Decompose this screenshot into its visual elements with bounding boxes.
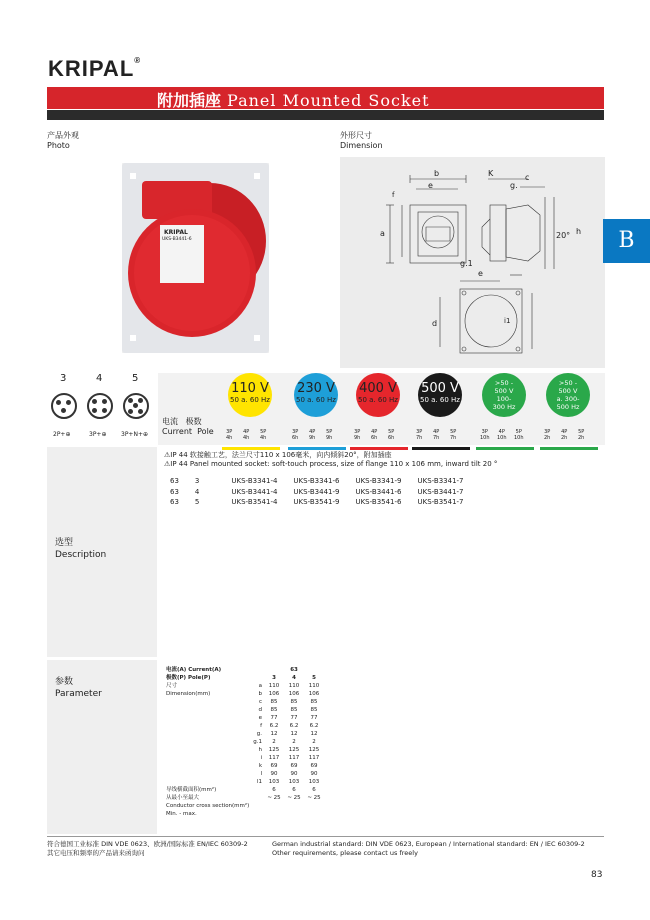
- parameter-cell: ~ 25: [307, 795, 321, 801]
- parameter-cell: 85: [270, 707, 278, 713]
- description-section: [47, 447, 604, 657]
- pole-hour-label: 3P 6h: [292, 429, 299, 441]
- socket-model: UKS-B3441-6: [162, 237, 192, 242]
- model-spec-cell: 3: [194, 477, 200, 485]
- parameter-cell: 77: [290, 715, 298, 721]
- page-number: 83: [591, 870, 603, 880]
- parameter-cell: k: [258, 763, 263, 769]
- pin-caption-4: 3P+⊕: [89, 431, 107, 438]
- parameter-row: [164, 722, 324, 730]
- parameter-cell: 6.2: [309, 723, 319, 729]
- parameter-cell: 尺寸: [166, 683, 178, 689]
- parameter-cell: c: [258, 699, 263, 705]
- parameter-cell: [251, 666, 264, 674]
- parameter-cell: a: [258, 683, 263, 689]
- parameter-cell: 110: [288, 683, 300, 689]
- parameter-cell: 117: [288, 755, 300, 761]
- parameter-cell: 12: [270, 731, 278, 737]
- model-row: [170, 477, 478, 486]
- model-number-cell: UKS-B3441-9: [293, 487, 340, 496]
- parameter-cell: 90: [290, 771, 298, 777]
- parameter-cell: [284, 810, 304, 818]
- parameter-cell: 103: [288, 779, 300, 785]
- parameter-cell: 106: [308, 691, 320, 697]
- parameter-cell: [251, 802, 264, 810]
- parameter-row: [164, 698, 324, 706]
- parameter-cell: 69: [290, 763, 298, 769]
- parameter-cell: 69: [270, 763, 278, 769]
- dimension-label: 外形尺寸 Dimension: [340, 131, 383, 150]
- parameter-row: [164, 738, 324, 746]
- parameter-cell: g.1: [253, 739, 263, 745]
- parameter-cell: ~ 25: [267, 795, 281, 801]
- parameter-cell: ~ 25: [287, 795, 301, 801]
- model-table: [168, 475, 480, 509]
- pole-hour-label: 3P 9h: [354, 429, 361, 441]
- voltage-badge-3: 500 V 50 a. 60 Hz: [418, 373, 462, 417]
- dim-k: K: [488, 169, 494, 178]
- parameter-row: [164, 762, 324, 770]
- model-spec-cell: 63: [170, 498, 179, 506]
- parameter-cell: [164, 754, 251, 762]
- parameter-cell: 极数(P) Pole(P): [166, 675, 211, 681]
- model-number-cell: UKS-B3541-9: [293, 498, 340, 506]
- parameter-cell: Min. - max.: [166, 811, 197, 817]
- parameter-cell: 12: [290, 731, 298, 737]
- parameter-row: [164, 682, 324, 690]
- description-label: 选型 Description: [55, 538, 107, 560]
- parameter-cell: 117: [308, 755, 320, 761]
- pin-count-5: 5: [132, 373, 139, 384]
- dimension-drawing: [340, 157, 605, 368]
- parameter-cell: [264, 810, 284, 818]
- pole-hour-label: 5P 9h: [326, 429, 333, 441]
- footer-left: 符合德国工业标准 DIN VDE 0623、欧洲/国际标准 EN/IEC 60309-2 其它电压和频率的产品请来函询问: [47, 840, 248, 857]
- pole-hour-label: 4P 2h: [561, 429, 568, 441]
- parameter-cell: 69: [310, 763, 318, 769]
- description-notes: ⚠IP 44 软接触工艺，法兰尺寸110 x 106毫米，向内倾斜20°，附加插座 ⚠IP 44 Panel mounted socket: soft-touch process, size of flange 110 x 106 mm, inward tilt 20 °: [164, 451, 498, 468]
- pin-diagram-5-icon: [123, 393, 149, 419]
- parameter-cell: l1: [256, 779, 263, 785]
- dim-h: h: [576, 227, 582, 236]
- photo-label: 产品外观 Photo: [47, 131, 79, 150]
- model-number-cell: UKS-B3441-4: [231, 487, 278, 496]
- pole-hour-label: 4P 10h: [497, 429, 507, 441]
- product-photo: [122, 163, 269, 353]
- parameter-cell: 125: [308, 747, 320, 753]
- voltage-badge-2: 400 V 50 a. 60 Hz: [356, 373, 400, 417]
- parameter-cell: g.: [256, 731, 263, 737]
- parameter-cell: i: [260, 755, 263, 761]
- parameter-cell: h: [258, 747, 263, 753]
- pole-hour-label: 5P 7h: [450, 429, 457, 441]
- parameter-cell: Conductor cross section(mm²): [166, 803, 250, 809]
- voltage-badge-5: >50 - 500 V a. 300- 500 Hz: [546, 373, 590, 417]
- model-number-cell: UKS-B3341-6: [293, 477, 340, 485]
- dim-g: g.: [510, 181, 518, 190]
- parameter-cell: 3: [272, 675, 276, 681]
- parameter-row: [164, 674, 324, 682]
- dim-f: f: [392, 191, 395, 199]
- model-spec-cell: 63: [170, 477, 179, 485]
- parameter-row: [164, 746, 324, 754]
- parameter-cell: 85: [290, 699, 298, 705]
- parameter-cell: 63: [290, 667, 298, 673]
- parameter-row: [164, 690, 324, 698]
- parameter-cell: 103: [308, 779, 320, 785]
- parameter-row: [164, 810, 324, 818]
- pole-hour-label: 3P 4h: [226, 429, 233, 441]
- parameter-cell: [164, 778, 251, 786]
- pole-hour-label: 4P 7h: [433, 429, 440, 441]
- current-pole-label: 电流 极数 Current Pole: [162, 417, 214, 436]
- title-bar: [47, 87, 604, 109]
- parameter-row: [164, 666, 324, 674]
- dim-d: d: [432, 319, 438, 328]
- parameter-cell: [251, 794, 264, 802]
- voltage-badge-1: 230 V 50 a. 60 Hz: [294, 373, 338, 417]
- model-row: [170, 498, 478, 507]
- model-number-cell: UKS-B3441-7: [417, 487, 464, 496]
- parameter-cell: 110: [308, 683, 320, 689]
- parameter-cell: [164, 714, 251, 722]
- parameter-cell: 导线横截面积(mm²): [166, 787, 217, 793]
- brand-logo: KRIPAL®: [48, 56, 142, 81]
- parameter-cell: 90: [270, 771, 278, 777]
- parameter-cell: [304, 802, 324, 810]
- parameter-cell: 2: [272, 739, 276, 745]
- parameter-cell: e: [258, 715, 263, 721]
- model-spec-cell: 4: [194, 487, 200, 496]
- model-spec-cell: 63: [170, 487, 179, 496]
- parameter-cell: 6.2: [289, 723, 299, 729]
- parameter-row: [164, 802, 324, 810]
- parameter-cell: [251, 786, 264, 794]
- parameter-cell: 77: [270, 715, 278, 721]
- model-number-cell: UKS-B3441-6: [355, 487, 402, 496]
- dim-b: b: [434, 169, 440, 178]
- parameter-row: [164, 778, 324, 786]
- parameter-cell: 103: [268, 779, 280, 785]
- footer-divider: [47, 836, 604, 837]
- parameter-cell: 6: [292, 787, 296, 793]
- pole-hour-label: 3P 10h: [480, 429, 490, 441]
- model-number-cell: UKS-B3541-4: [231, 498, 278, 506]
- model-number-cell: UKS-B3541-6: [355, 498, 402, 506]
- parameter-cell: 85: [290, 707, 298, 713]
- parameter-cell: 110: [268, 683, 280, 689]
- description-label-panel: [47, 447, 157, 657]
- parameter-cell: [164, 746, 251, 754]
- pole-hour-label: 3P 7h: [416, 429, 423, 441]
- pole-hour-label: 5P 6h: [388, 429, 395, 441]
- parameter-row: [164, 770, 324, 778]
- parameter-cell: [164, 706, 251, 714]
- parameter-table-area: [158, 660, 605, 834]
- pin-caption-5: 3P+N+⊕: [121, 431, 149, 438]
- parameter-cell: 从最小至最大: [166, 795, 200, 801]
- parameter-cell: 12: [310, 731, 318, 737]
- pole-hour-label: 4P 6h: [371, 429, 378, 441]
- model-row: [170, 488, 478, 497]
- footer-right: German industrial standard: DIN VDE 0623, European / International standard: EN / IEC 60309-2 Other requirements, please contact us freely: [272, 840, 585, 857]
- dim-e2: e: [478, 269, 483, 278]
- parameter-cell: 6: [312, 787, 316, 793]
- parameter-cell: 6.2: [269, 723, 279, 729]
- dim-i1: i1: [504, 317, 511, 325]
- parameter-cell: 电流(A) Current(A): [166, 667, 222, 673]
- parameter-cell: [264, 802, 284, 810]
- parameter-cell: 85: [310, 707, 318, 713]
- pin-diagram-3-icon: [51, 393, 77, 419]
- model-number-cell: UKS-B3541-7: [417, 498, 464, 506]
- model-number-cell: UKS-B3341-9: [355, 477, 402, 485]
- parameter-cell: 85: [310, 699, 318, 705]
- parameter-row: [164, 730, 324, 738]
- dim-angle: 20°: [556, 231, 571, 240]
- parameter-cell: 125: [288, 747, 300, 753]
- parameter-cell: [164, 722, 251, 730]
- description-content: [158, 447, 604, 657]
- parameter-cell: 6: [272, 787, 276, 793]
- pole-hour-label: 5P 4h: [260, 429, 267, 441]
- parameter-label: 参数 Parameter: [55, 677, 102, 699]
- voltage-badge-4: >50 - 500 V 100- 300 Hz: [482, 373, 526, 417]
- pole-hour-label: 4P 9h: [309, 429, 316, 441]
- parameter-row: [164, 794, 324, 802]
- dim-g1: g.1: [460, 259, 473, 268]
- dim-a: a: [380, 229, 385, 238]
- parameter-row: [164, 754, 324, 762]
- model-number-cell: UKS-B3341-4: [231, 477, 278, 485]
- parameter-cell: l: [260, 771, 263, 777]
- pin-diagram-4-icon: [87, 393, 113, 419]
- parameter-cell: [164, 738, 251, 746]
- parameter-cell: 2: [312, 739, 316, 745]
- model-spec-cell: 5: [194, 498, 200, 506]
- pole-hour-label: 5P 10h: [514, 429, 524, 441]
- parameter-cell: 106: [288, 691, 300, 697]
- parameter-cell: 77: [310, 715, 318, 721]
- parameter-cell: [164, 730, 251, 738]
- title-underbar: [47, 110, 604, 120]
- parameter-row: [164, 786, 324, 794]
- parameter-row: [164, 706, 324, 714]
- parameter-cell: b: [258, 691, 263, 697]
- voltage-badge-0: 110 V 50 a. 60 Hz: [228, 373, 272, 417]
- socket-brand: KRIPAL: [164, 229, 188, 236]
- section-tab-b: B: [603, 219, 650, 263]
- pin-caption-3: 2P+⊕: [53, 431, 71, 438]
- parameter-cell: [164, 698, 251, 706]
- parameter-cell: f: [260, 723, 263, 729]
- parameter-row: [164, 714, 324, 722]
- pin-count-4: 4: [96, 373, 103, 384]
- parameter-cell: 125: [268, 747, 280, 753]
- parameter-cell: [164, 762, 251, 770]
- pin-configurations: [47, 373, 157, 447]
- model-number-cell: UKS-B3341-7: [417, 477, 464, 485]
- parameter-cell: 4: [292, 675, 296, 681]
- pole-hour-label: 3P 2h: [544, 429, 551, 441]
- parameter-cell: d: [258, 707, 263, 713]
- parameter-cell: [284, 802, 304, 810]
- page-title: 附加插座 Panel Mounted Socket: [157, 91, 430, 110]
- parameter-cell: 2: [292, 739, 296, 745]
- parameter-cell: 5: [312, 675, 316, 681]
- parameter-table: [164, 666, 324, 818]
- dim-c: c: [525, 173, 530, 182]
- parameter-cell: [251, 674, 264, 682]
- parameter-cell: 117: [268, 755, 280, 761]
- dim-e: e: [428, 181, 433, 190]
- parameter-cell: 90: [310, 771, 318, 777]
- parameter-cell: 106: [268, 691, 280, 697]
- pin-count-3: 3: [60, 373, 67, 384]
- pole-hour-label: 4P 4h: [243, 429, 250, 441]
- pole-hour-label: 5P 2h: [578, 429, 585, 441]
- parameter-cell: [164, 770, 251, 778]
- parameter-label-panel: [47, 660, 157, 834]
- parameter-cell: [251, 810, 264, 818]
- parameter-cell: 85: [270, 699, 278, 705]
- parameter-cell: [304, 810, 324, 818]
- parameter-cell: Dimension(mm): [166, 691, 211, 697]
